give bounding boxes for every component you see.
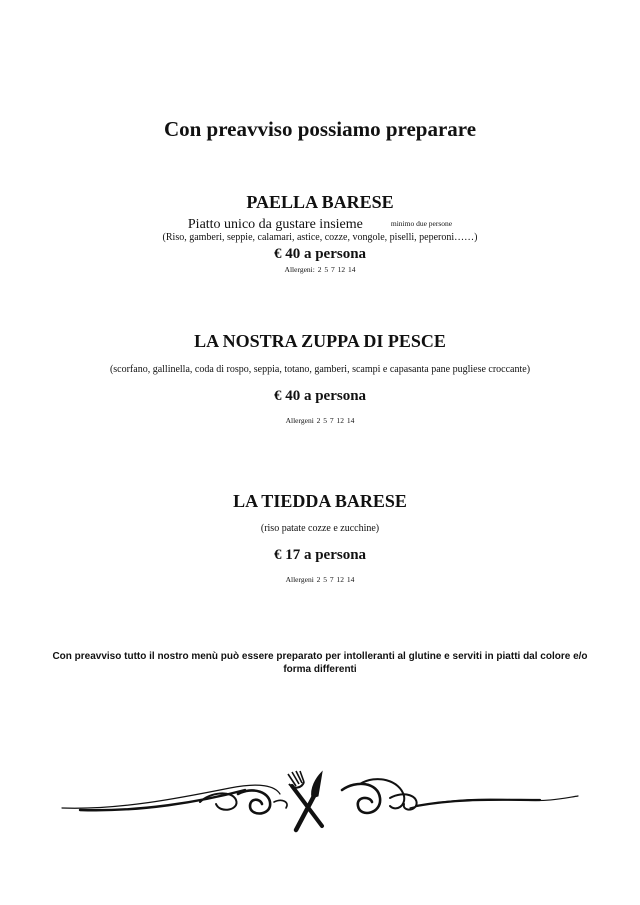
dish-name-zuppa: LA NOSTRA ZUPPA DI PESCE (194, 331, 446, 351)
dish-name-tiedda: LA TIEDDA BARESE (233, 491, 407, 511)
dish-allergens-paella: Allergeni: 2 5 7 12 14 (284, 265, 356, 274)
dish-price-paella: € 40 a persona (273, 246, 367, 262)
min-persons-note: minimo due persone (390, 219, 453, 228)
dish-allergens-zuppa: Allergeni 2 5 7 12 14 (285, 416, 355, 425)
fork-knife-flourish-icon (60, 768, 580, 840)
dish-ingredients-zuppa: (scorfano, gallinella, coda di rospo, seppia, totano, gamberi, scampi e capasanta pane pugliese croccante) (109, 364, 531, 375)
dish-price-zuppa: € 40 a persona (273, 388, 367, 404)
dish-intro-paella: Piatto unico da gustare insieme (187, 217, 363, 232)
dish-allergens-tiedda: Allergeni 2 5 7 12 14 (285, 575, 355, 584)
dish-price-tiedda: € 17 a persona (273, 547, 367, 563)
dish-name-paella: PAELLA BARESE (246, 192, 394, 212)
dish-intro-row (0, 215, 640, 233)
dish-ingredients-paella: (Riso, gamberi, seppie, calamari, astice, cozze, vongole, piselli, peperoni……) (162, 232, 478, 243)
dish-ingredients-tiedda: (riso patate cozze e zucchine) (260, 523, 380, 534)
page-title: Con preavviso possiamo preparare (163, 117, 477, 141)
gluten-free-note: Con preavviso tutto il nostro menù può essere preparato per intolleranti al glutine e serviti in piatti dal colore e/o forma differenti (52, 651, 588, 675)
